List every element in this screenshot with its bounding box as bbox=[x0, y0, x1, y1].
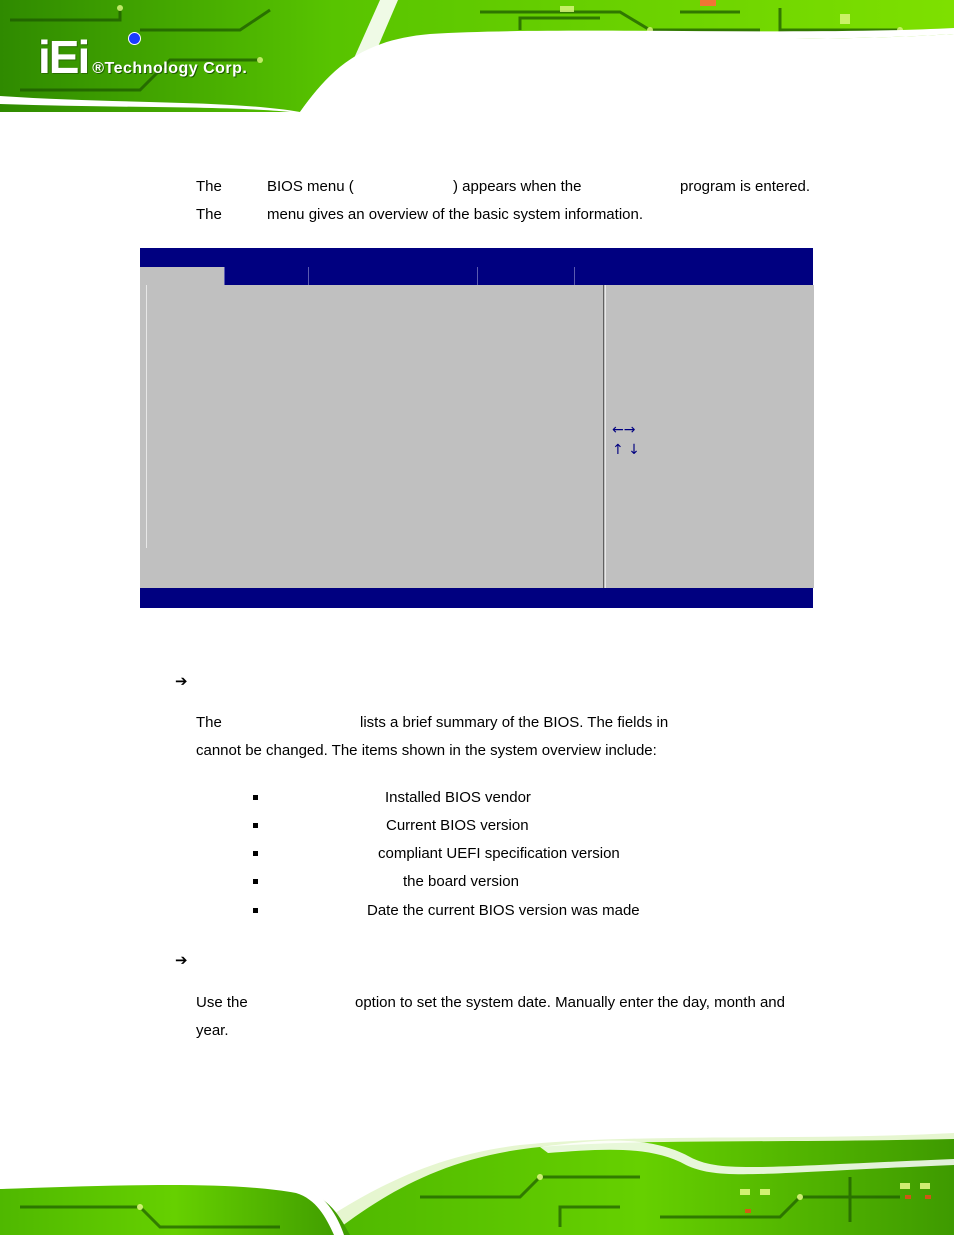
bios-tab-bar bbox=[140, 267, 813, 285]
square-bullet-icon bbox=[253, 879, 258, 884]
logo-mark: iEi bbox=[38, 31, 89, 83]
iei-logo bbox=[38, 30, 248, 83]
intro-line2-word2: menu gives an overview of the basic system information. bbox=[267, 206, 644, 223]
list-item bbox=[0, 789, 954, 807]
list-item bbox=[0, 902, 954, 920]
section1-line2: cannot be changed. The items shown in the system overview include: bbox=[196, 742, 657, 759]
bios-footer-bar bbox=[140, 588, 813, 608]
section2-line1-word1: Use the bbox=[196, 994, 248, 1011]
intro-line2-word1: The bbox=[196, 206, 222, 223]
square-bullet-icon bbox=[253, 851, 258, 856]
section1-line1-word1: The bbox=[196, 714, 222, 731]
list-item bbox=[0, 817, 954, 835]
bios-tab-2[interactable] bbox=[224, 267, 308, 285]
bios-tab-5[interactable] bbox=[574, 267, 813, 285]
list-item-text: Installed BIOS vendor bbox=[385, 789, 531, 806]
left-right-arrows-icon: ←→ bbox=[612, 422, 636, 438]
intro-line1-word1: The bbox=[196, 178, 222, 195]
section1-line1-word2: lists a brief summary of the BIOS. The fields in bbox=[360, 714, 669, 731]
bios-tab-main[interactable] bbox=[140, 267, 224, 285]
square-bullet-icon bbox=[253, 795, 258, 800]
list-item-text: Current BIOS version bbox=[386, 817, 529, 834]
arrow-bullet-icon: ➔ bbox=[175, 672, 188, 690]
section2-line1-word2: option to set the system date. Manually enter the day, month and bbox=[355, 994, 785, 1011]
bios-pane-rule bbox=[146, 285, 147, 548]
intro-line1-word2: BIOS menu ( bbox=[267, 178, 354, 195]
footer-banner bbox=[0, 1127, 954, 1235]
bios-help-pane bbox=[605, 285, 814, 588]
intro-line1-word4: program is entered. bbox=[680, 178, 811, 195]
list-item bbox=[0, 873, 954, 891]
list-item-text: compliant UEFI specification version bbox=[378, 845, 620, 862]
square-bullet-icon bbox=[253, 823, 258, 828]
arrow-bullet-icon: ➔ bbox=[175, 951, 188, 969]
logo-dot-icon bbox=[128, 32, 141, 45]
list-item-text: Date the current BIOS version was made bbox=[367, 902, 640, 919]
intro-line1-word3: ) appears when the bbox=[453, 178, 582, 195]
section2-line2: year. bbox=[196, 1022, 229, 1039]
logo-company-name: ®Technology Corp. bbox=[92, 60, 248, 77]
bios-tab-3[interactable] bbox=[308, 267, 477, 285]
bios-title-bar bbox=[140, 248, 813, 267]
list-item-text: the board version bbox=[403, 873, 519, 890]
circuit-board-footer-graphic bbox=[0, 1127, 954, 1235]
list-item bbox=[0, 845, 954, 863]
header-banner bbox=[0, 0, 954, 112]
square-bullet-icon bbox=[253, 908, 258, 913]
bios-tab-4[interactable] bbox=[477, 267, 574, 285]
bios-main-screenshot bbox=[140, 248, 813, 608]
up-down-arrows-icon: ↑ ↓ bbox=[612, 442, 640, 458]
bios-settings-pane bbox=[140, 285, 604, 588]
